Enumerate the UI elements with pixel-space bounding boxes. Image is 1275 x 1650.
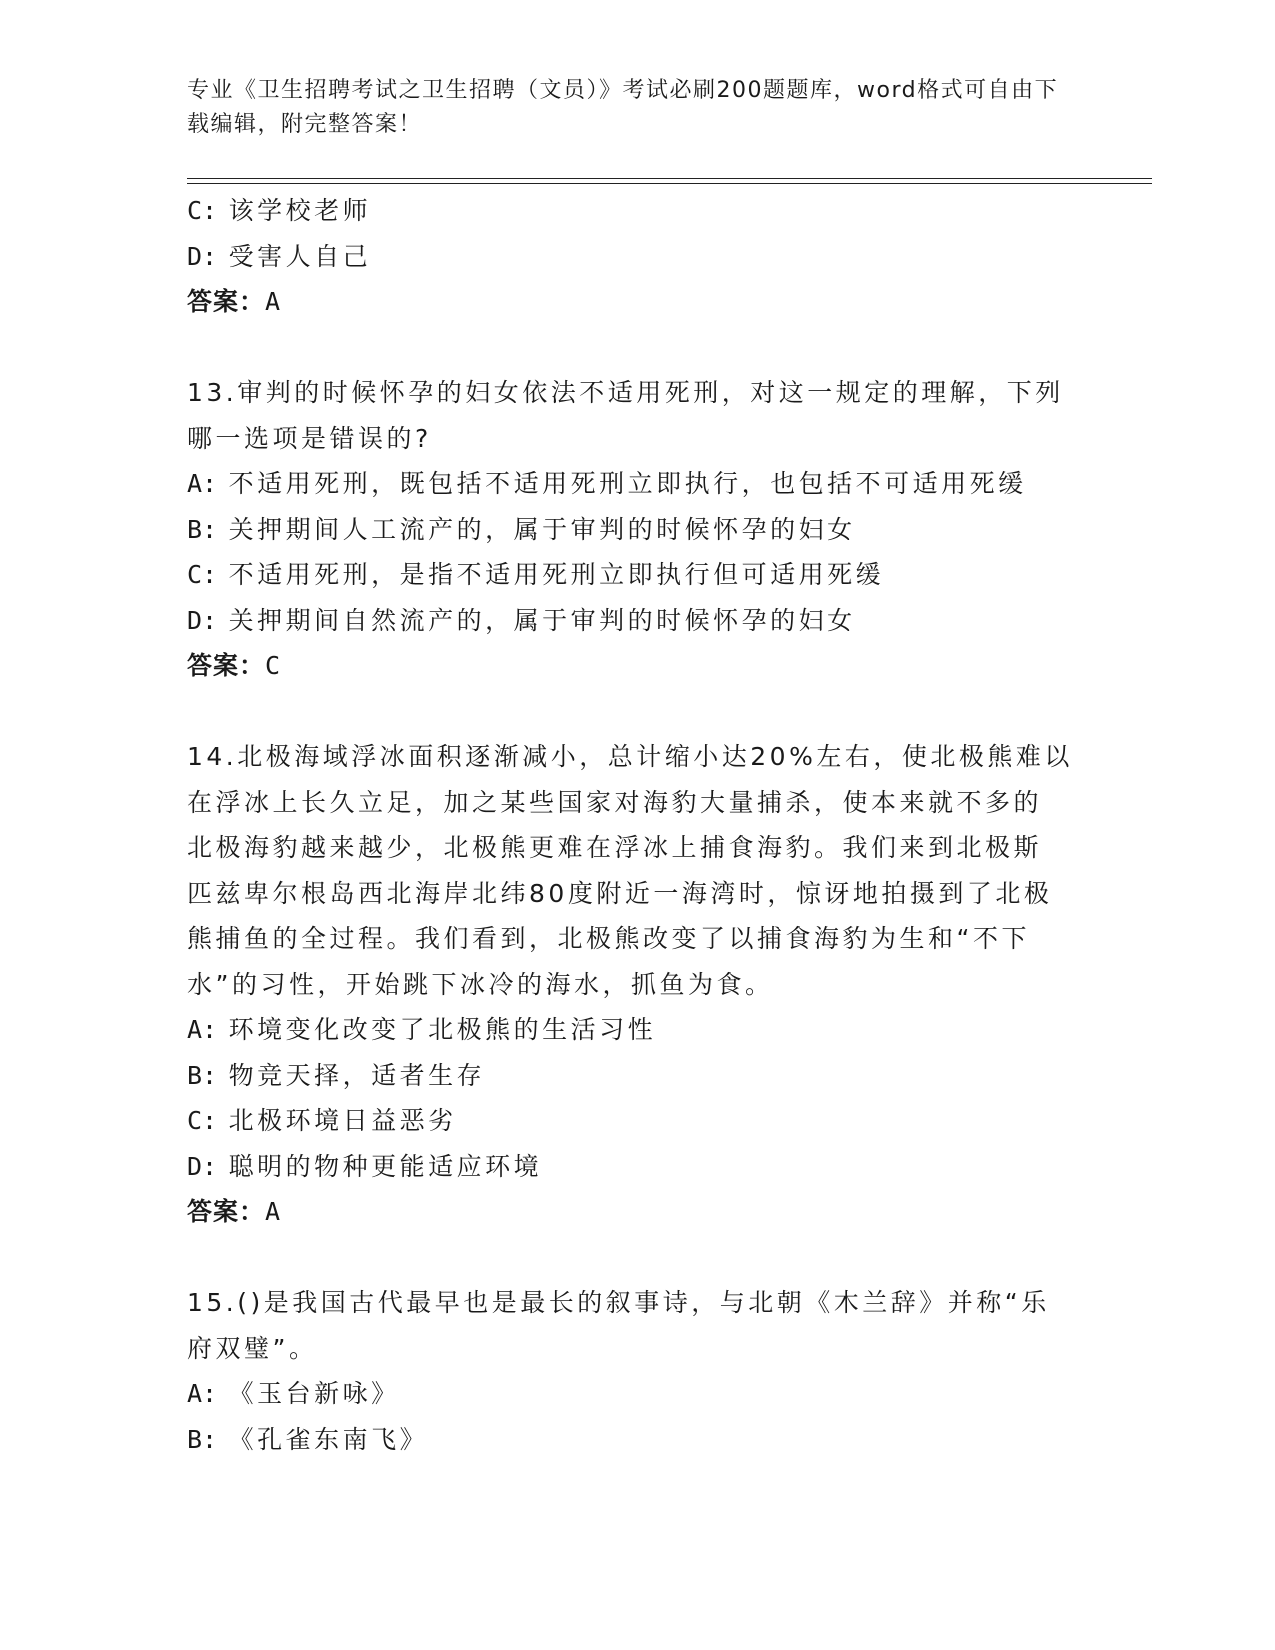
question-13 xyxy=(187,370,1087,689)
option-d: D: 受害人自己 xyxy=(187,241,372,271)
option-c: C: 该学校老师 xyxy=(187,196,372,225)
question-text-line: 北极海豹越来越少，北极熊更难在浮冰上捕食海豹。我们来到北极斯 xyxy=(187,833,1043,862)
header-divider-top xyxy=(187,178,1152,179)
answer-line: 答案：C xyxy=(187,651,282,680)
question-text-line: 水”的习性，开始跳下冰冷的海水，抓鱼为食。 xyxy=(187,969,774,999)
question-text-line: 13.审判的时候怀孕的妇女依法不适用死刑，对这一规定的理解，下列 xyxy=(187,378,1064,407)
option-a: A: 《玉台新咏》 xyxy=(187,1379,400,1408)
question-14 xyxy=(187,734,1087,1235)
question-text-line: 在浮冰上长久立足，加之某些国家对海豹大量捕杀，使本来就不多的 xyxy=(187,787,1043,817)
option-c: C: 北极环境日益恶劣 xyxy=(187,1106,457,1135)
option-b: B: 物竞天择，适者生存 xyxy=(187,1060,486,1090)
answer-line: 答案：A xyxy=(187,1197,282,1226)
question-15 xyxy=(187,1280,1087,1462)
question-text-line: 府双璧”。 xyxy=(187,1333,318,1363)
option-c: C: 不适用死刑，是指不适用死刑立即执行但可适用死缓 xyxy=(187,560,885,589)
page-header: 专业《卫生招聘考试之卫生招聘（文员）》考试必刷200题题库，word格式可自由下载编辑，附完整答案！ xyxy=(187,78,1059,137)
question-text-line: 哪一选项是错误的? xyxy=(187,423,432,453)
option-a: A: 不适用死刑，既包括不适用死刑立即执行，也包括不可适用死缓 xyxy=(187,469,1027,498)
question-text-line: 14.北极海域浮冰面积逐渐减小，总计缩小达20%左右，使北极熊难以 xyxy=(187,742,1073,771)
option-d: D: 关押期间自然流产的，属于审判的时候怀孕的妇女 xyxy=(187,605,856,635)
question-content xyxy=(187,188,1087,1462)
option-a: A: 环境变化改变了北极熊的生活习性 xyxy=(187,1015,657,1044)
header-divider-bottom xyxy=(187,183,1152,184)
option-b: B: 《孔雀东南飞》 xyxy=(187,1424,429,1454)
question-text-line: 匹兹卑尔根岛西北海岸北纬80度附近一海湾时，惊讶地拍摄到了北极 xyxy=(187,878,1053,908)
answer-line: 答案：A xyxy=(187,287,282,316)
question-text-line: 15.()是我国古代最早也是最长的叙事诗，与北朝《木兰辞》并称“乐 xyxy=(187,1288,1050,1317)
option-b: B: 关押期间人工流产的，属于审判的时候怀孕的妇女 xyxy=(187,514,856,544)
question-text-line: 熊捕鱼的全过程。我们看到，北极熊改变了以捕食海豹为生和“不下 xyxy=(187,924,1030,953)
option-d: D: 聪明的物种更能适应环境 xyxy=(187,1151,543,1181)
